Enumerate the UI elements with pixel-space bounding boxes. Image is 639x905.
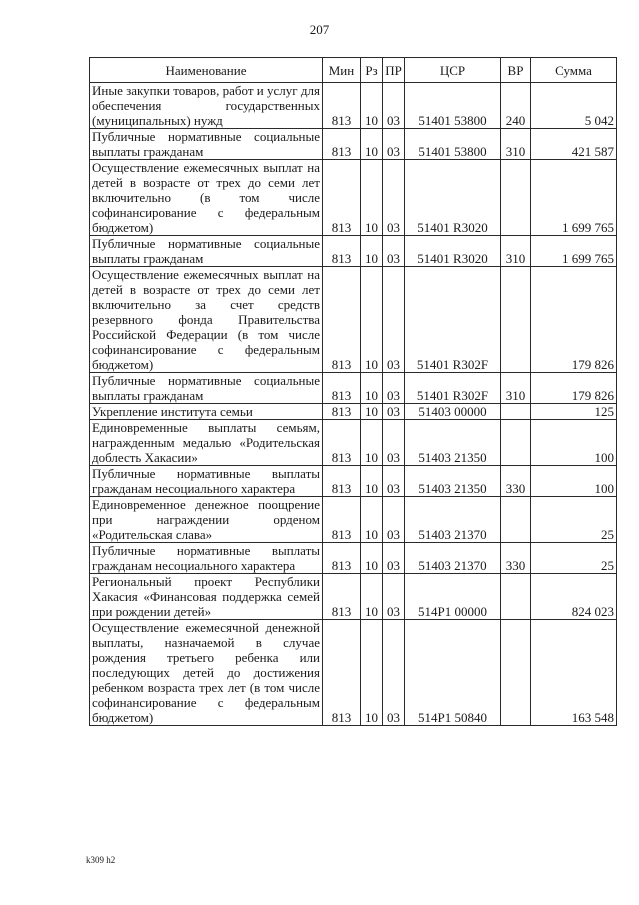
cell-csr: 51401 R302F [405, 373, 501, 404]
cell-sum: 25 [531, 543, 617, 574]
cell-rz: 10 [361, 236, 383, 267]
cell-sum: 5 042 [531, 83, 617, 129]
cell-csr: 514P1 50840 [405, 620, 501, 726]
cell-sum: 100 [531, 466, 617, 497]
table-row [90, 497, 617, 543]
table-row [90, 373, 617, 404]
cell-pr: 03 [383, 574, 405, 620]
cell-vr: 310 [501, 236, 531, 267]
cell-name: Публичные нормативные социальные выплаты гражданам [90, 129, 323, 160]
cell-vr [501, 404, 531, 420]
cell-vr [501, 620, 531, 726]
table-row [90, 83, 617, 129]
cell-csr: 51401 R3020 [405, 236, 501, 267]
cell-rz: 10 [361, 373, 383, 404]
table-row [90, 236, 617, 267]
cell-min: 813 [323, 497, 361, 543]
cell-min: 813 [323, 404, 361, 420]
header-pr: ПР [383, 58, 405, 83]
header-csr: ЦСР [405, 58, 501, 83]
header-rz: Рз [361, 58, 383, 83]
table-row [90, 160, 617, 236]
cell-csr: 51401 R302F [405, 267, 501, 373]
cell-csr: 51401 R3020 [405, 160, 501, 236]
cell-name: Укрепление института семьи [90, 404, 323, 420]
cell-csr: 51401 53800 [405, 83, 501, 129]
table-row [90, 620, 617, 726]
cell-csr: 51403 21370 [405, 543, 501, 574]
cell-min: 813 [323, 543, 361, 574]
table-row [90, 466, 617, 497]
cell-csr: 51403 21350 [405, 466, 501, 497]
cell-sum: 1 699 765 [531, 236, 617, 267]
cell-name: Региональный проект Республики Хакасия «Финансовая поддержка семей при рождении детей» [90, 574, 323, 620]
cell-pr: 03 [383, 236, 405, 267]
cell-sum: 179 826 [531, 373, 617, 404]
cell-sum: 100 [531, 420, 617, 466]
cell-pr: 03 [383, 267, 405, 373]
cell-name: Публичные нормативные социальные выплаты гражданам [90, 373, 323, 404]
cell-min: 813 [323, 236, 361, 267]
cell-rz: 10 [361, 129, 383, 160]
cell-rz: 10 [361, 543, 383, 574]
cell-min: 813 [323, 129, 361, 160]
cell-min: 813 [323, 373, 361, 404]
cell-name: Единовременные выплаты семьям, награжденным медалью «Родительская доблесть Хакасии» [90, 420, 323, 466]
cell-vr [501, 267, 531, 373]
cell-pr: 03 [383, 620, 405, 726]
budget-table [89, 57, 617, 726]
cell-rz: 10 [361, 574, 383, 620]
cell-name: Публичные нормативные выплаты гражданам несоциального характера [90, 543, 323, 574]
page-number: 207 [309, 22, 330, 37]
cell-rz: 10 [361, 620, 383, 726]
cell-sum: 824 023 [531, 574, 617, 620]
header-min: Мин [323, 58, 361, 83]
cell-pr: 03 [383, 466, 405, 497]
footer-code: k309 h2 [86, 855, 116, 865]
cell-pr: 03 [383, 83, 405, 129]
table-row [90, 574, 617, 620]
cell-rz: 10 [361, 497, 383, 543]
cell-vr: 240 [501, 83, 531, 129]
cell-pr: 03 [383, 420, 405, 466]
table-header-row [90, 58, 617, 83]
cell-pr: 03 [383, 129, 405, 160]
cell-vr: 330 [501, 466, 531, 497]
header-sum: Сумма [531, 58, 617, 83]
cell-vr: 310 [501, 129, 531, 160]
cell-sum: 25 [531, 497, 617, 543]
cell-min: 813 [323, 620, 361, 726]
cell-sum: 421 587 [531, 129, 617, 160]
header-vr: ВР [501, 58, 531, 83]
cell-vr [501, 420, 531, 466]
cell-sum: 179 826 [531, 267, 617, 373]
cell-name: Осуществление ежемесячной денежной выплаты, назначаемой в случае рождения третьего ребенка или последующих детей до достижения ребенком возраста трех лет (в том числе софинансирование с федеральным бюджетом) [90, 620, 323, 726]
cell-min: 813 [323, 466, 361, 497]
cell-min: 813 [323, 267, 361, 373]
cell-sum: 163 548 [531, 620, 617, 726]
cell-vr [501, 160, 531, 236]
cell-rz: 10 [361, 404, 383, 420]
cell-sum: 125 [531, 404, 617, 420]
cell-rz: 10 [361, 420, 383, 466]
cell-name: Публичные нормативные выплаты гражданам несоциального характера [90, 466, 323, 497]
cell-pr: 03 [383, 160, 405, 236]
cell-name: Иные закупки товаров, работ и услуг для обеспечения государственных (муниципальных) нужд [90, 83, 323, 129]
cell-rz: 10 [361, 83, 383, 129]
cell-vr: 310 [501, 373, 531, 404]
cell-pr: 03 [383, 404, 405, 420]
cell-min: 813 [323, 160, 361, 236]
cell-min: 813 [323, 574, 361, 620]
cell-min: 813 [323, 420, 361, 466]
table-row [90, 543, 617, 574]
cell-vr [501, 574, 531, 620]
cell-name: Единовременное денежное поощрение при награждении орденом «Родительская слава» [90, 497, 323, 543]
cell-csr: 51401 53800 [405, 129, 501, 160]
cell-sum: 1 699 765 [531, 160, 617, 236]
cell-rz: 10 [361, 160, 383, 236]
table-row [90, 404, 617, 420]
cell-min: 813 [323, 83, 361, 129]
cell-name: Осуществление ежемесячных выплат на детей в возрасте от трех до семи лет включительно (в том числе софинансирование с федеральным бюджетом) [90, 160, 323, 236]
cell-rz: 10 [361, 466, 383, 497]
cell-vr [501, 497, 531, 543]
cell-name: Осуществление ежемесячных выплат на детей в возрасте от трех до семи лет включительно за счет средств резервного фонда Правительства Российской Федерации (в том числе софинансирование с федеральным бюджетом) [90, 267, 323, 373]
table-row [90, 267, 617, 373]
cell-csr: 514P1 00000 [405, 574, 501, 620]
cell-csr: 51403 00000 [405, 404, 501, 420]
header-name: Наименование [90, 58, 323, 83]
table-row [90, 420, 617, 466]
cell-pr: 03 [383, 543, 405, 574]
cell-name: Публичные нормативные социальные выплаты гражданам [90, 236, 323, 267]
cell-vr: 330 [501, 543, 531, 574]
cell-pr: 03 [383, 497, 405, 543]
table-row [90, 129, 617, 160]
cell-csr: 51403 21350 [405, 420, 501, 466]
cell-csr: 51403 21370 [405, 497, 501, 543]
cell-rz: 10 [361, 267, 383, 373]
cell-pr: 03 [383, 373, 405, 404]
